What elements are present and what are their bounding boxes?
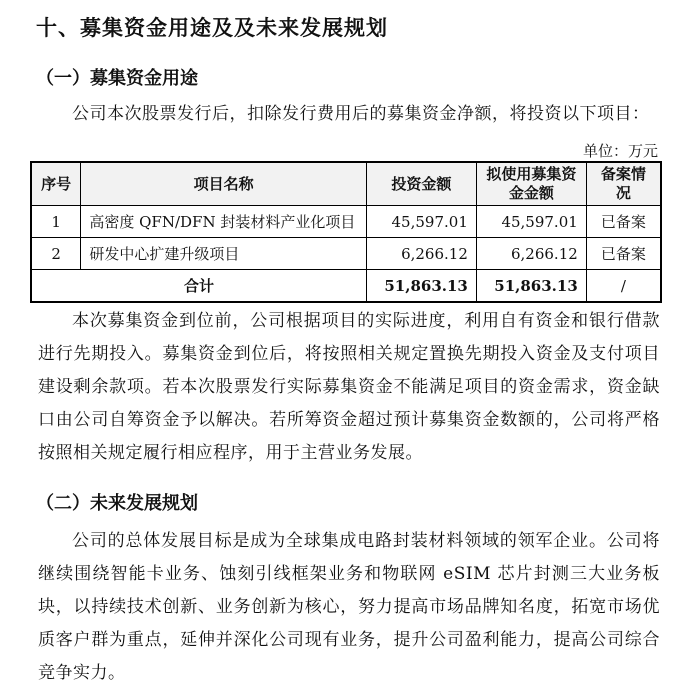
intro-paragraph: 公司本次股票发行后，扣除发行费用后的募集资金净额，将投资以下项目： bbox=[72, 104, 650, 124]
table-header-row bbox=[31, 162, 661, 206]
unit-label: 单位：万元 bbox=[582, 142, 658, 160]
cell-no: 1 bbox=[31, 206, 81, 238]
cell-status: 已备案 bbox=[586, 238, 661, 270]
cell-name: 研发中心扩建升级项目 bbox=[81, 238, 367, 270]
cell-investment: 6,266.12 bbox=[366, 238, 476, 270]
total-status: / bbox=[586, 270, 661, 303]
header-status: 备案情况 bbox=[586, 162, 661, 206]
cell-investment: 45,597.01 bbox=[366, 206, 476, 238]
cell-raised: 6,266.12 bbox=[476, 238, 586, 270]
subsection-title-fund-use: （一）募集资金用途 bbox=[36, 68, 198, 89]
table-row bbox=[31, 238, 661, 270]
total-investment: 51,863.13 bbox=[366, 270, 476, 303]
cell-name: 高密度 QFN/DFN 封装材料产业化项目 bbox=[81, 206, 367, 238]
table-total-row bbox=[31, 270, 661, 303]
header-no: 序号 bbox=[31, 162, 81, 206]
fund-arrangement-paragraph: 本次募集资金到位前，公司根据项目的实际进度，利用自有资金和银行借款进行先期投入。募集资金到位后，将按照相关规定置换先期投入资金及支付项目建设剩余款项。若本次股票发行实际募集资金不能满足项目的资金需求，资金缺口由公司自筹资金予以解决。若所筹资金超过预计募集资金数额的，公司将严格按照相关规定履行相应程序，用于主营业务发展。 bbox=[38, 311, 660, 463]
section-title: 十、募集资金用途及及未来发展规划 bbox=[36, 16, 388, 40]
cell-no: 2 bbox=[31, 238, 81, 270]
total-label: 合计 bbox=[31, 270, 366, 303]
total-raised: 51,863.13 bbox=[476, 270, 586, 303]
table-row bbox=[31, 206, 661, 238]
future-plan-paragraph: 公司的总体发展目标是成为全球集成电路封装材料领域的领军企业。公司将继续围绕智能卡业务、蚀刻引线框架业务和物联网 eSIM 芯片封测三大业务板块，以持续技术创新、业务创新为核心，努力提高市场品牌知名度，拓宽市场优质客户群为重点，延伸并深化公司现有业务，提升公司盈利能力，提高公司综合竞争实力。 bbox=[38, 531, 660, 683]
header-raised: 拟使用募集资金金额 bbox=[476, 162, 586, 206]
header-investment: 投资金额 bbox=[366, 162, 476, 206]
fund-use-table bbox=[30, 161, 662, 303]
cell-raised: 45,597.01 bbox=[476, 206, 586, 238]
cell-status: 已备案 bbox=[586, 206, 661, 238]
subsection-title-future-plan: （二）未来发展规划 bbox=[36, 493, 198, 514]
header-name: 项目名称 bbox=[81, 162, 367, 206]
